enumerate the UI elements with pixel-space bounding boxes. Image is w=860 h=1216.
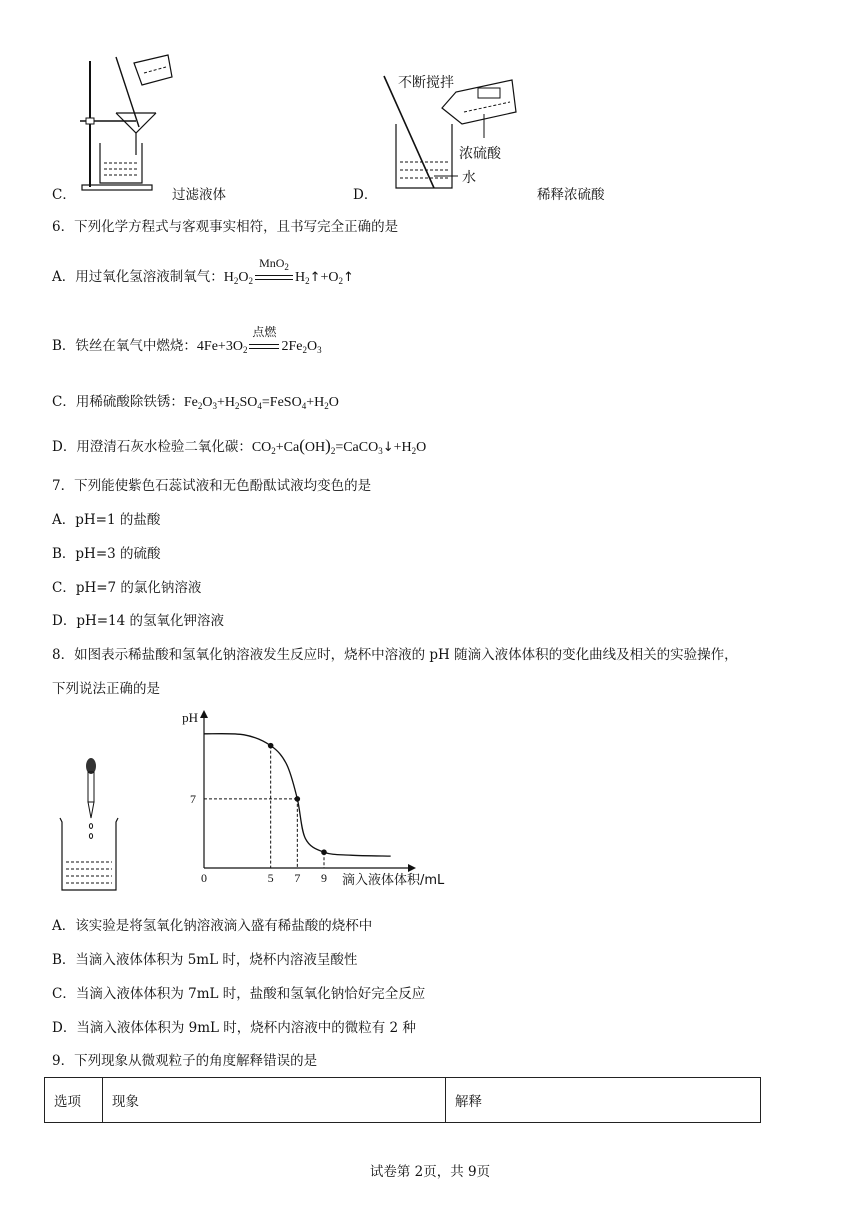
page-footer: 试卷第 2页，共 9页 <box>369 1164 491 1180</box>
tick-label: 5 <box>267 871 274 885</box>
option-c-letter: C． <box>52 187 76 203</box>
dropper-beaker-illustration <box>54 756 124 896</box>
label-acid: 浓硫酸 <box>459 146 501 162</box>
q8-option-a: A．该实验是将氢氧化钠溶液滴入盛有稀盐酸的烧杯中 <box>52 918 373 934</box>
filtration-apparatus <box>76 55 176 195</box>
q6-option-c: C．用稀硫酸除铁锈：$Fe_2O_3+H_2SO_4=FeSO_4+H_2O$ <box>52 394 339 411</box>
tick-label: 0 <box>201 871 207 885</box>
q8-stem-line2: 下列说法正确的是 <box>52 681 160 697</box>
q7-option-a: A．pH=1 的盐酸 <box>52 512 161 528</box>
q6-option-b: B．铁丝在氧气中燃烧：$4Fe+3O_2$ 点燃 $2Fe_2O_3$ <box>52 325 322 355</box>
q6-option-b-text: B．铁丝在氧气中燃烧： <box>52 338 197 354</box>
data-point <box>295 796 301 802</box>
y-axis-arrow-icon <box>200 710 208 718</box>
q8-option-c: C．当滴入液体体积为 7mL 时，盐酸和氢氧化钠恰好完全反应 <box>52 986 426 1002</box>
tick-label: 9 <box>321 871 327 885</box>
table-header-phenomenon: 现象 <box>103 1078 446 1123</box>
tick-label: 7 <box>294 871 301 885</box>
y-axis-label: pH <box>182 710 198 725</box>
q6-option-a-text: A．用过氧化氢溶液制氧气： <box>52 269 224 285</box>
table-header-option: 选项 <box>45 1078 103 1123</box>
label-stir: 不断搅拌 <box>398 75 454 91</box>
q8-option-b: B．当滴入液体体积为 5mL 时，烧杯内溶液呈酸性 <box>52 952 358 968</box>
q8-stem-line1: 8．如图表示稀盐酸和氢氧化钠溶液发生反应时，烧杯中溶液的 pH 随滴入液体体积的变化曲线及相关的实验操作， <box>52 647 738 663</box>
q9-stem: 9．下列现象从微观粒子的角度解释错误的是 <box>52 1053 318 1069</box>
q9-table <box>44 1077 761 1123</box>
q7-option-b: B．pH=3 的硫酸 <box>52 546 161 562</box>
q6-stem: 6．下列化学方程式与客观事实相符，且书写完全正确的是 <box>52 219 399 235</box>
q6-option-d-text: D．用澄清石灰水检验二氧化碳： <box>52 439 252 455</box>
q7-stem: 7．下列能使紫色石蕊试液和无色酚酞试液均变色的是 <box>52 478 372 494</box>
data-point <box>268 743 274 749</box>
q8-option-d: D．当滴入液体体积为 9mL 时，烧杯内溶液中的微粒有 2 种 <box>52 1020 416 1036</box>
label-water: 水 <box>462 170 476 186</box>
table-row <box>45 1078 761 1123</box>
ph-curve-line <box>204 734 391 857</box>
q6-option-a: A．用过氧化氢溶液制氧气：$H_2O_2$ MnO$_2$ $H_2↑+O_2↑$ <box>52 256 354 286</box>
table-header-explanation: 解释 <box>446 1078 761 1123</box>
option-d-letter: D． <box>353 187 378 203</box>
option-d-caption: 稀释浓硫酸 <box>537 187 605 203</box>
tick-label: 7 <box>190 791 196 806</box>
option-c-caption: 过滤液体 <box>172 187 226 203</box>
q6-option-c-text: C．用稀硫酸除铁锈： <box>52 394 184 410</box>
x-axis-arrow-icon <box>408 864 416 872</box>
q7-option-d: D．pH=14 的氢氧化钾溶液 <box>52 613 225 629</box>
ph-curve-chart <box>170 708 445 900</box>
data-point <box>321 849 327 855</box>
x-axis-label: 滴入液体体积/mL <box>342 873 445 888</box>
q7-option-c: C．pH=7 的氯化钠溶液 <box>52 580 202 596</box>
q6-option-d: D．用澄清石灰水检验二氧化碳：$CO_2+Ca(OH)_2=CaCO_3↓+H_2O$ <box>52 436 427 456</box>
